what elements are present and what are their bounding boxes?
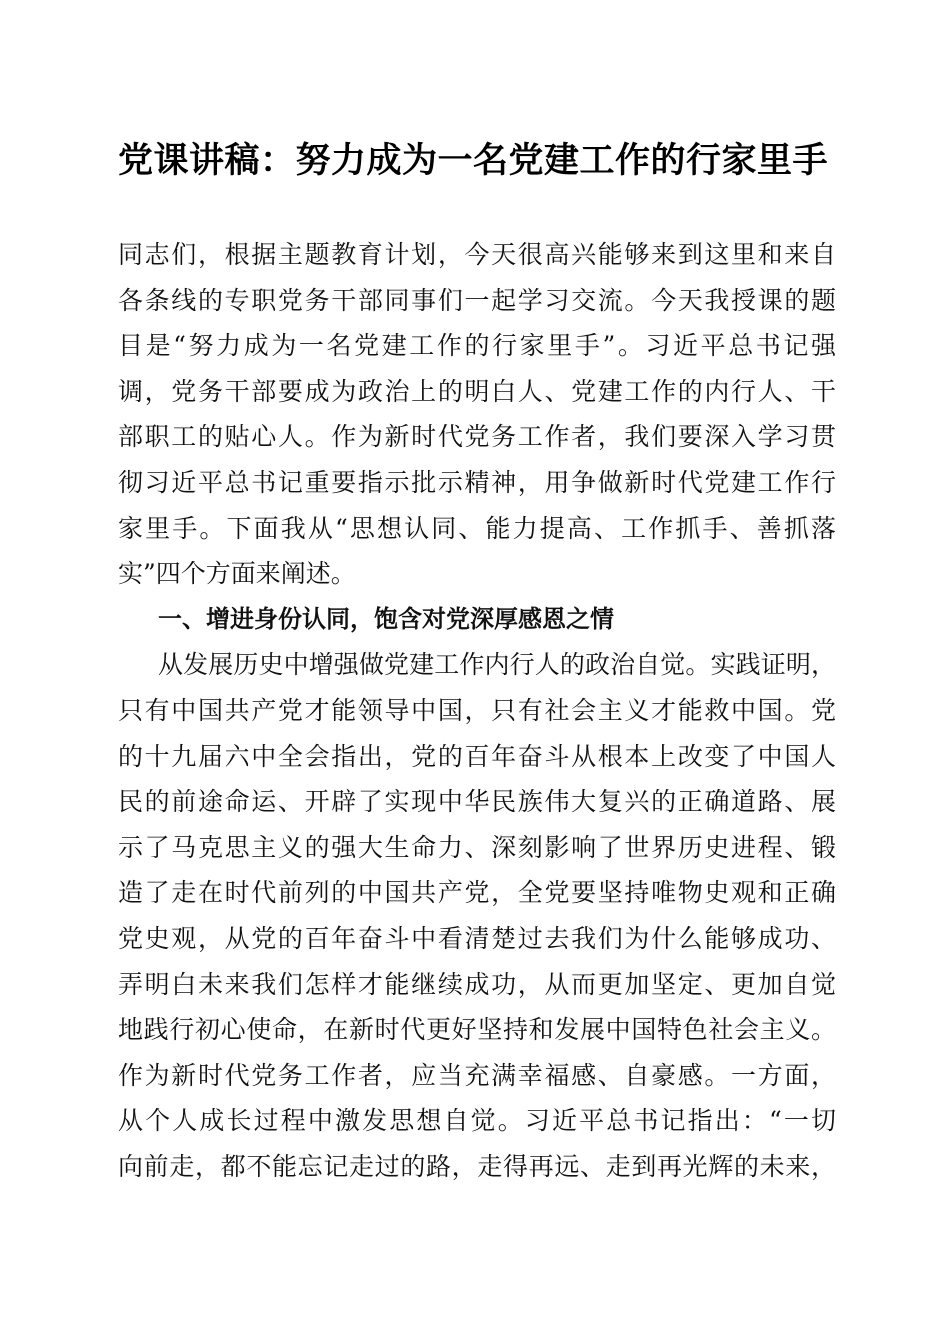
body-line: 民的前途命运、开辟了实现中华民族伟大复兴的正确道路、展	[118, 787, 836, 817]
body-line: 作为新时代党务工作者，应当充满幸福感、自豪感。一方面，	[118, 1060, 836, 1090]
body-line: 从个人成长过程中激发思想自觉。习近平总书记指出：“一切	[118, 1106, 836, 1136]
body-line: 各条线的专职党务干部同事们一起学习交流。今天我授课的题	[118, 285, 836, 315]
document-body	[118, 232, 836, 1189]
body-line: 部职工的贴心人。作为新时代党务工作者，我们要深入学习贯	[118, 422, 836, 452]
body-line: 的十九届六中全会指出，党的百年奋斗从根本上改变了中国人	[118, 741, 836, 771]
body-line: 地践行初心使命，在新时代更好坚持和发展中国特色社会主义。	[118, 1015, 836, 1045]
document-title: 党课讲稿：努力成为一名党建工作的行家里手	[118, 140, 829, 181]
body-line: 目是“努力成为一名党建工作的行家里手”。习近平总书记强	[118, 331, 836, 361]
body-line: 只有中国共产党才能领导中国，只有社会主义才能救中国。党	[118, 695, 836, 725]
section-heading: 一、增进身份认同，饱含对党深厚感恩之情	[158, 604, 614, 633]
body-line: 造了走在时代前列的中国共产党，全党要坚持唯物史观和正确	[118, 878, 836, 908]
body-line: 调，党务干部要成为政治上的明白人、党建工作的内行人、干	[118, 376, 836, 406]
body-line: 示了马克思主义的强大生命力、深刻影响了世界历史进程、锻	[118, 832, 836, 862]
body-line: 同志们，根据主题教育计划，今天很高兴能够来到这里和来自	[118, 240, 836, 269]
body-line: 弄明白未来我们怎样才能继续成功，从而更加坚定、更加自觉	[118, 969, 836, 999]
body-line: 彻习近平总书记重要指示批示精神，用争做新时代党建工作行	[118, 467, 836, 497]
body-line: 向前走，都不能忘记走过的路，走得再远、走到再光辉的未来，	[118, 1151, 836, 1181]
body-line: 家里手。下面我从“思想认同、能力提高、工作抓手、善抓落	[118, 513, 836, 543]
body-line: 从发展历史中增强做党建工作内行人的政治自觉。实践证明，	[158, 650, 836, 680]
body-line: 实”四个方面来阐述。	[118, 559, 356, 589]
body-line: 党史观，从党的百年奋斗中看清楚过去我们为什么能够成功、	[118, 923, 836, 953]
